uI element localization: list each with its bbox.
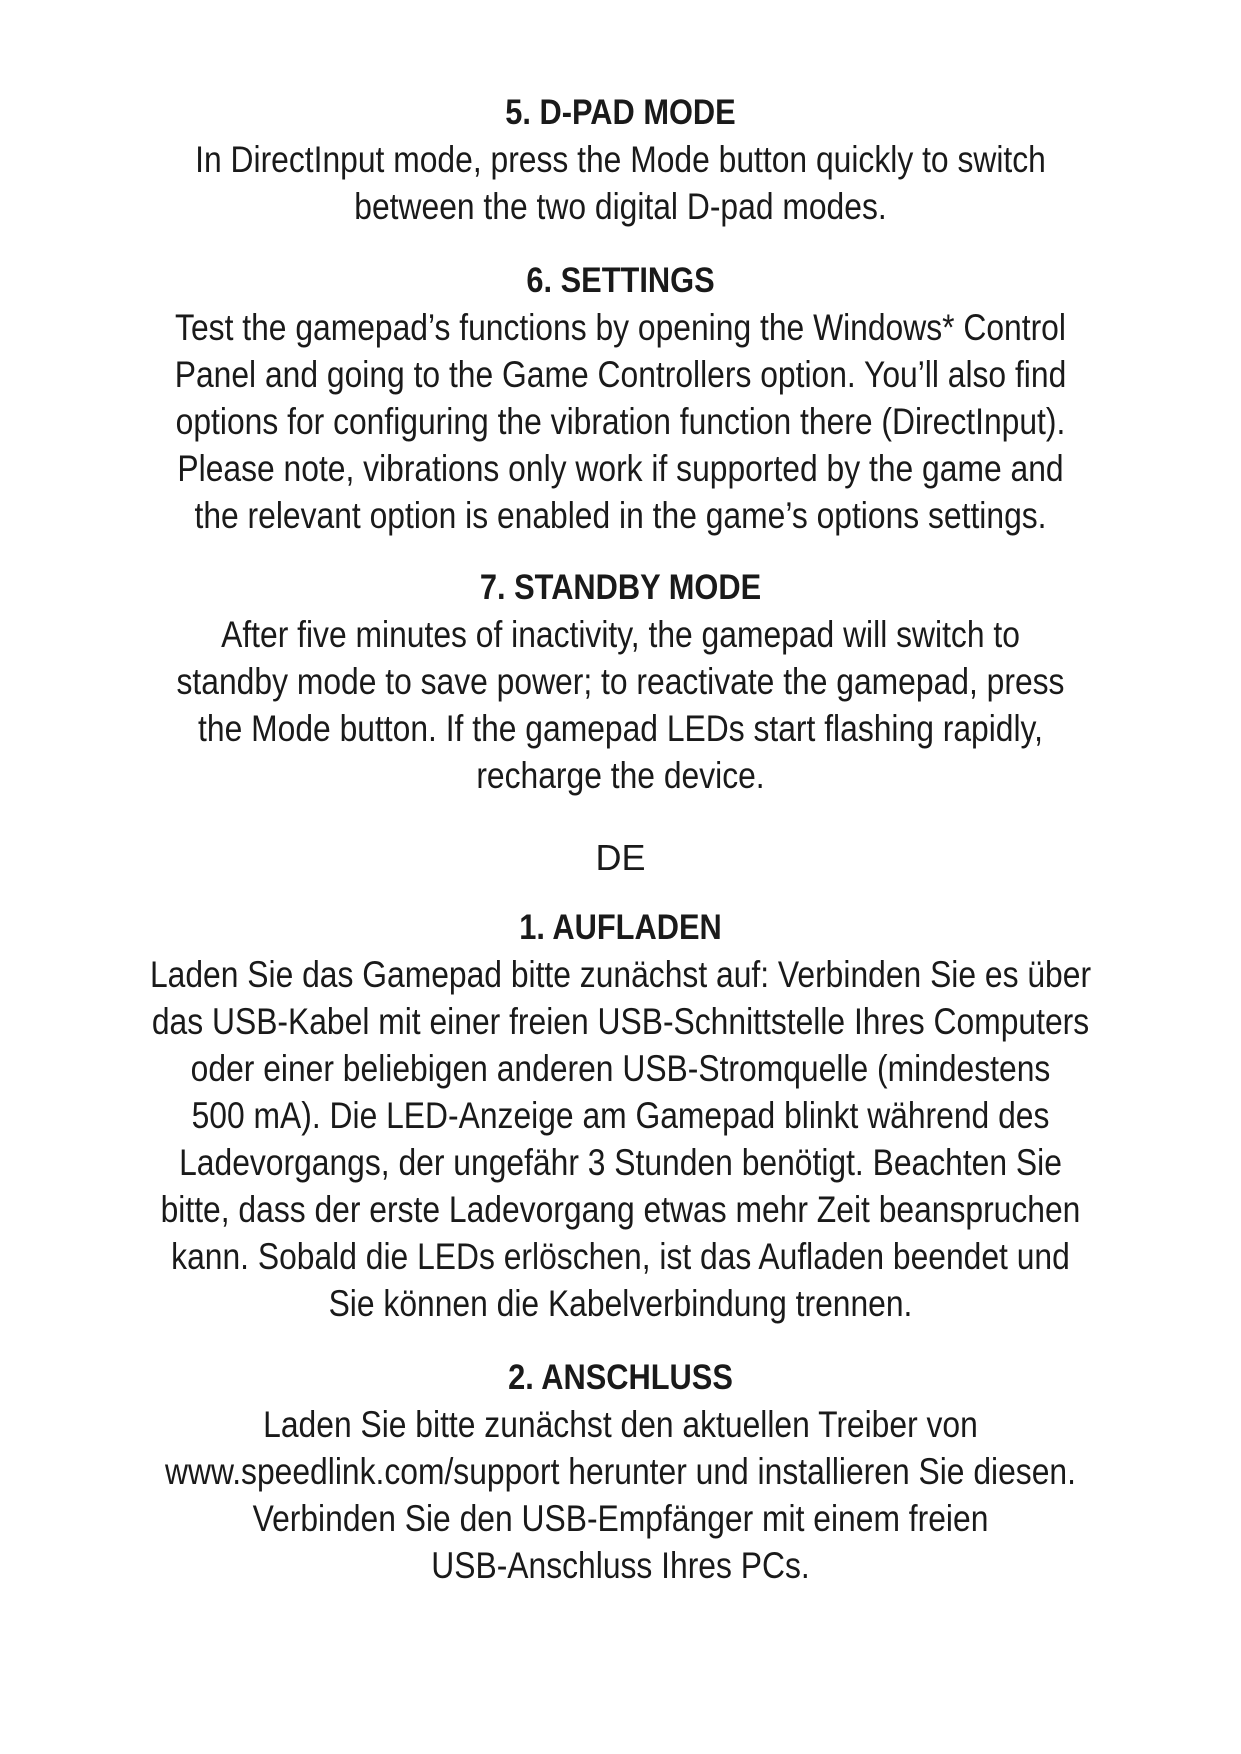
body-line: www.speedlink.com/support herunter und installieren Sie diesen. xyxy=(165,1451,1076,1492)
section-heading: 5. D-PAD MODE xyxy=(505,93,736,132)
body-line: 500 mA). Die LED-Anzeige am Gamepad blinkt während des xyxy=(191,1095,1050,1136)
section-d-pad-mode xyxy=(60,90,1181,230)
body-line: recharge the device. xyxy=(476,755,765,796)
body-line: Ladevorgangs, der ungefähr 3 Stunden benötigt. Beachten Sie xyxy=(179,1142,1062,1183)
body-line: the relevant option is enabled in the game’s options settings. xyxy=(194,495,1047,536)
section-heading: 1. AUFLADEN xyxy=(519,908,722,947)
body-line: between the two digital D-pad modes. xyxy=(354,186,887,227)
body-line: Verbinden Sie den USB-Empfänger mit einem freien xyxy=(252,1498,989,1539)
body-line: options for configuring the vibration function there (DirectInput). xyxy=(175,401,1066,442)
body-line: das USB-Kabel mit einer freien USB-Schnittstelle Ihres Computers xyxy=(151,1001,1090,1042)
body-line: Laden Sie das Gamepad bitte zunächst auf: Verbinden Sie es über xyxy=(149,954,1092,995)
section-heading: 6. SETTINGS xyxy=(526,261,715,300)
body-line: After five minutes of inactivity, the gamepad will switch to xyxy=(221,614,1020,655)
section-anschluss xyxy=(60,1355,1181,1589)
body-line: Sie können die Kabelverbindung trennen. xyxy=(328,1283,913,1324)
body-line: Panel and going to the Game Controllers option. You’ll also find xyxy=(174,354,1067,395)
body-line: Laden Sie bitte zunächst den aktuellen Treiber von xyxy=(263,1404,978,1445)
body-line: kann. Sobald die LEDs erlöschen, ist das Aufladen beendet und xyxy=(171,1236,1070,1277)
section-settings xyxy=(60,258,1181,539)
section-heading: 2. ANSCHLUSS xyxy=(508,1358,733,1397)
body-line: In DirectInput mode, press the Mode button quickly to switch xyxy=(195,139,1046,180)
body-line: bitte, dass der erste Ladevorgang etwas mehr Zeit beanspruchen xyxy=(160,1189,1081,1230)
body-line: USB-Anschluss Ihres PCs. xyxy=(431,1545,810,1586)
section-aufladen xyxy=(60,905,1181,1327)
body-line: the Mode button. If the gamepad LEDs start flashing rapidly, xyxy=(198,708,1043,749)
body-line: Test the gamepad’s functions by opening the Windows* Control xyxy=(175,307,1066,348)
body-line: standby mode to save power; to reactivate the gamepad, press xyxy=(176,661,1065,702)
body-line: oder einer beliebigen anderen USB-Stromquelle (mindestens xyxy=(190,1048,1051,1089)
section-heading: 7. STANDBY MODE xyxy=(479,568,762,607)
language-marker: DE xyxy=(595,837,646,878)
body-line: Please note, vibrations only work if supported by the game and xyxy=(177,448,1064,489)
section-standby-mode xyxy=(60,565,1181,799)
